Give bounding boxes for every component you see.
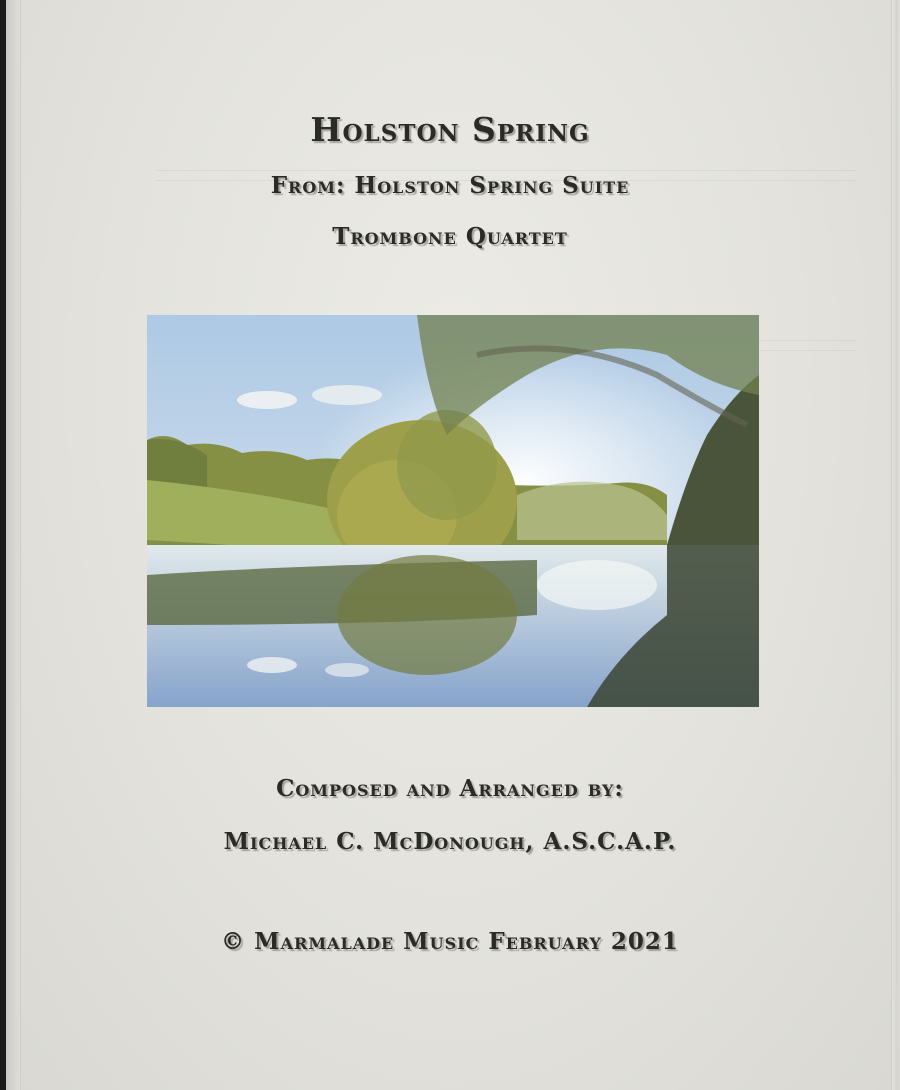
page-right-edge [891, 0, 898, 1090]
cover-photo-river-landscape [147, 315, 759, 707]
copyright-notice: © Marmalade Music February 2021 [221, 928, 679, 955]
page-left-edge [6, 0, 21, 1090]
credit-label: Composed and Arranged by: [276, 775, 624, 802]
composer-name: Michael C. McDonough, A.S.C.A.P. [223, 828, 677, 855]
suite-subtitle: From: Holston Spring Suite [270, 172, 630, 199]
instrumentation-label: Trombone Quartet [332, 223, 568, 250]
piece-title: Holston Spring [310, 110, 590, 149]
